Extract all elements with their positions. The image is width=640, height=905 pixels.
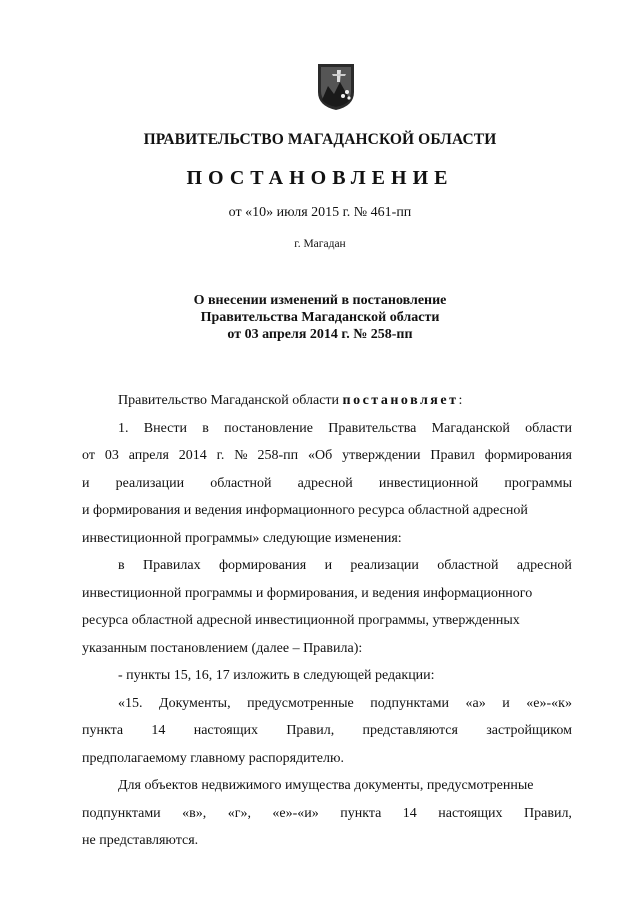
document-date-number: от «10» июля 2015 г. № 461-пп	[228, 205, 412, 220]
word: Правил	[430, 448, 475, 463]
word: областной	[210, 475, 272, 491]
word: подпунктами	[370, 695, 449, 711]
word: Правил,	[286, 723, 335, 738]
word: формирования	[218, 558, 307, 573]
word: «а»	[465, 695, 486, 711]
paragraph-line	[82, 721, 572, 749]
word: формирования	[484, 448, 572, 463]
paragraph-line	[82, 419, 572, 447]
word: застройщиком	[486, 723, 572, 738]
paragraph-line: Для объектов недвижимого имущества документы, предусмотренные	[118, 778, 534, 793]
word: представляются	[362, 723, 458, 738]
word: Магаданской	[431, 420, 510, 436]
word: и	[324, 558, 333, 573]
word: 03	[104, 448, 119, 463]
word: адресной	[516, 558, 572, 573]
word: 1.	[118, 420, 129, 436]
word: «в»,	[182, 805, 207, 821]
word: пункта	[82, 723, 124, 738]
paragraph-line: инвестиционной программы и формирования, и ведения информационного	[82, 585, 533, 601]
word: «Об	[308, 448, 333, 463]
word: предусмотренные	[247, 695, 354, 711]
word: настоящих	[193, 723, 259, 738]
document-body	[82, 391, 572, 859]
intro-text: Правительство Магаданской области	[118, 393, 343, 408]
word: областной	[437, 558, 499, 573]
word: и	[502, 695, 510, 711]
paragraph-line: инвестиционной программы» следующие изменения:	[82, 530, 402, 546]
word: в	[118, 558, 125, 573]
subject-line: от 03 апреля 2014 г. № 258-пп	[227, 327, 413, 342]
word: адресной	[297, 475, 353, 491]
word: «15.	[118, 695, 143, 711]
paragraph-line: указанным постановлением (далее – Правила):	[82, 640, 363, 656]
word: Внести	[143, 420, 187, 436]
word: области	[525, 420, 572, 436]
word: г.	[216, 448, 225, 463]
paragraph-line	[82, 556, 572, 584]
organization-title: ПРАВИТЕЛЬСТВО МАГАДАНСКОЙ ОБЛАСТИ	[143, 131, 497, 148]
paragraph-line: - пункты 15, 16, 17 изложить в следующей редакции:	[118, 668, 435, 683]
word: Документы,	[159, 695, 231, 711]
word: пункта	[340, 805, 382, 821]
word: «г»,	[227, 805, 251, 821]
paragraph-line: не представляются.	[82, 833, 199, 848]
word: Правилах	[142, 558, 201, 573]
word: в	[202, 420, 209, 436]
paragraph-line: предполагаемому главному распорядителю.	[82, 750, 344, 766]
paragraph-line: ресурса областной адресной инвестиционной программы, утвержденных	[82, 613, 520, 628]
word: №	[234, 448, 248, 463]
paragraph-line	[82, 474, 572, 502]
paragraph-line: и формирования и ведения информационного ресурса областной адресной	[82, 503, 528, 518]
word: 14	[151, 723, 166, 738]
paragraph-line	[82, 446, 572, 474]
word: «е»-«к»	[526, 695, 572, 711]
word: 14	[402, 805, 417, 821]
document-city: г. Магадан	[294, 238, 346, 250]
word: утверждении	[342, 448, 421, 463]
word: реализации	[115, 475, 185, 491]
paragraph-line	[82, 804, 572, 832]
word: и	[82, 475, 90, 491]
paragraph-line	[82, 694, 572, 722]
word: настоящих	[438, 805, 503, 821]
word: реализации	[350, 558, 419, 573]
document-type: ПОСТАНОВЛЕНИЕ	[186, 167, 454, 189]
subject-line: О внесении изменений в постановление	[193, 293, 447, 308]
word: 258-пп	[257, 448, 299, 463]
intro-colon: :	[458, 393, 463, 408]
subject-line: Правительства Магаданской области	[200, 310, 440, 325]
word: апреля	[128, 448, 169, 463]
word: «е»-«и»	[272, 805, 319, 821]
word: от	[82, 448, 95, 463]
word: 2014	[178, 448, 207, 463]
word: инвестиционной	[378, 475, 479, 491]
word: Правительства	[328, 420, 417, 436]
word: Правил,	[524, 805, 572, 821]
word: программы	[504, 475, 572, 491]
word: постановление	[224, 420, 314, 436]
intro-keyword: постановляет	[342, 393, 459, 408]
intro-paragraph	[82, 391, 572, 419]
word: подпунктами	[82, 805, 161, 821]
coat-of-arms-icon	[316, 62, 356, 112]
